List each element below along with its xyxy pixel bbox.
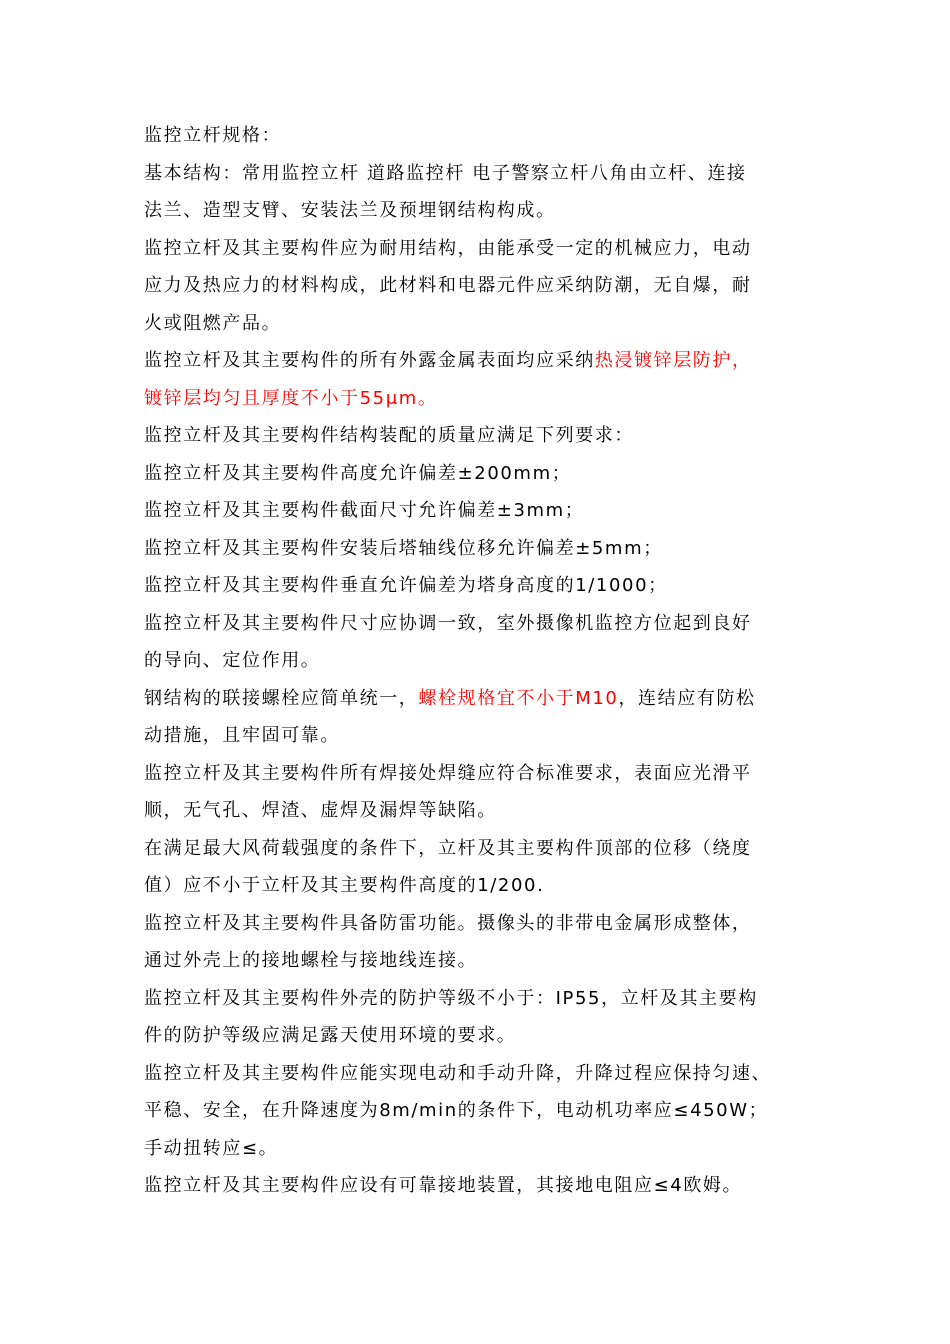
text-line	[144, 492, 819, 530]
text-segment: 钢结构的联接螺栓应简单统一，	[144, 687, 419, 709]
text-line	[144, 605, 819, 643]
text-line	[144, 1167, 819, 1205]
highlighted-text: 螺栓规格宜不小于M10	[418, 687, 619, 709]
text-line	[144, 717, 819, 755]
text-line	[144, 792, 819, 830]
text-segment: 手动扭转应≤。	[144, 1137, 279, 1159]
highlighted-text: 镀锌层均匀且厚度不小于55μm。	[144, 387, 438, 409]
text-segment: 顺，无气孔、焊渣、虚焊及漏焊等缺陷。	[144, 800, 497, 821]
text-line	[144, 1017, 819, 1055]
text-line	[144, 642, 819, 680]
document-body	[144, 117, 819, 1205]
text-segment: 监控立杆及其主要构件安装后塔轴线位移允许偏差±5mm；	[144, 537, 663, 559]
text-segment: 火或阻燃产品。	[144, 312, 282, 334]
text-segment: 件的防护等级应满足露天使用环境的要求。	[144, 1025, 517, 1046]
text-line	[144, 905, 819, 943]
text-segment: 监控立杆及其主要构件外壳的防护等级不小于：IP55，立杆及其主要构	[144, 987, 758, 1009]
text-line	[144, 680, 819, 718]
text-segment: ，连结应有防松	[618, 687, 756, 709]
text-line	[144, 380, 819, 418]
text-line	[144, 867, 819, 905]
text-line	[144, 1130, 819, 1168]
text-line	[144, 942, 819, 980]
text-line	[144, 530, 819, 568]
text-line	[144, 230, 819, 268]
text-segment: 基本结构：常用监控立杆 道路监控杆 电子警察立杆八角由立杆、连接	[144, 162, 747, 184]
text-segment: 监控立杆及其主要构件尺寸应协调一致，室外摄像机监控方位起到良好	[144, 612, 752, 634]
text-segment: 监控立杆及其主要构件所有焊接处焊缝应符合标准要求，表面应光滑平	[144, 762, 752, 784]
text-segment: 监控立杆及其主要构件高度允许偏差±200mm；	[144, 462, 572, 484]
text-segment: 在满足最大风荷载强度的条件下，立杆及其主要构件顶部的位移（绕度	[144, 837, 752, 859]
text-segment: 监控立杆及其主要构件的所有外露金属表面均应采纳	[144, 350, 595, 371]
text-segment: 监控立杆及其主要构件垂直允许偏差为塔身高度的1/1000；	[144, 575, 668, 596]
text-segment: 的导向、定位作用。	[144, 650, 321, 671]
highlighted-text: 热浸镀锌层防护，	[594, 350, 752, 371]
text-segment: 监控立杆规格：	[144, 125, 282, 146]
text-segment: 监控立杆及其主要构件应能实现电动和手动升降，升降过程应保持匀速、	[144, 1062, 772, 1084]
text-segment: 法兰、造型支臂、安装法兰及预埋钢结构构成。	[144, 200, 556, 221]
text-line	[144, 455, 819, 493]
text-line	[144, 155, 819, 193]
text-line	[144, 305, 819, 343]
text-line	[144, 755, 819, 793]
text-segment: 动措施，且牢固可靠。	[144, 725, 340, 746]
text-line	[144, 417, 819, 455]
text-segment: 监控立杆及其主要构件应设有可靠接地装置，其接地电阻应≤4欧姆。	[144, 1175, 743, 1196]
text-line	[144, 342, 819, 380]
text-segment: 监控立杆及其主要构件结构装配的质量应满足下列要求：	[144, 425, 634, 446]
text-line	[144, 830, 819, 868]
text-line	[144, 980, 819, 1018]
text-segment: 平稳、安全，在升降速度为8m/min的条件下，电动机功率应≤450W；	[144, 1100, 769, 1121]
text-line	[144, 117, 819, 155]
text-line	[144, 1092, 819, 1130]
text-segment: 监控立杆及其主要构件具备防雷功能。摄像头的非带电金属形成整体，	[144, 912, 752, 934]
text-line	[144, 1055, 819, 1093]
text-segment: 通过外壳上的接地螺栓与接地线连接。	[144, 950, 478, 971]
text-segment: 监控立杆及其主要构件截面尺寸允许偏差±3mm；	[144, 500, 585, 521]
text-line	[144, 267, 819, 305]
text-segment: 应力及热应力的材料构成，此材料和电器元件应采纳防潮，无自爆，耐	[144, 275, 752, 296]
text-segment: 监控立杆及其主要构件应为耐用结构，由能承受一定的机械应力，电动	[144, 237, 752, 259]
text-line	[144, 192, 819, 230]
text-line	[144, 567, 819, 605]
text-segment: 值）应不小于立杆及其主要构件高度的1/200.	[144, 875, 545, 896]
